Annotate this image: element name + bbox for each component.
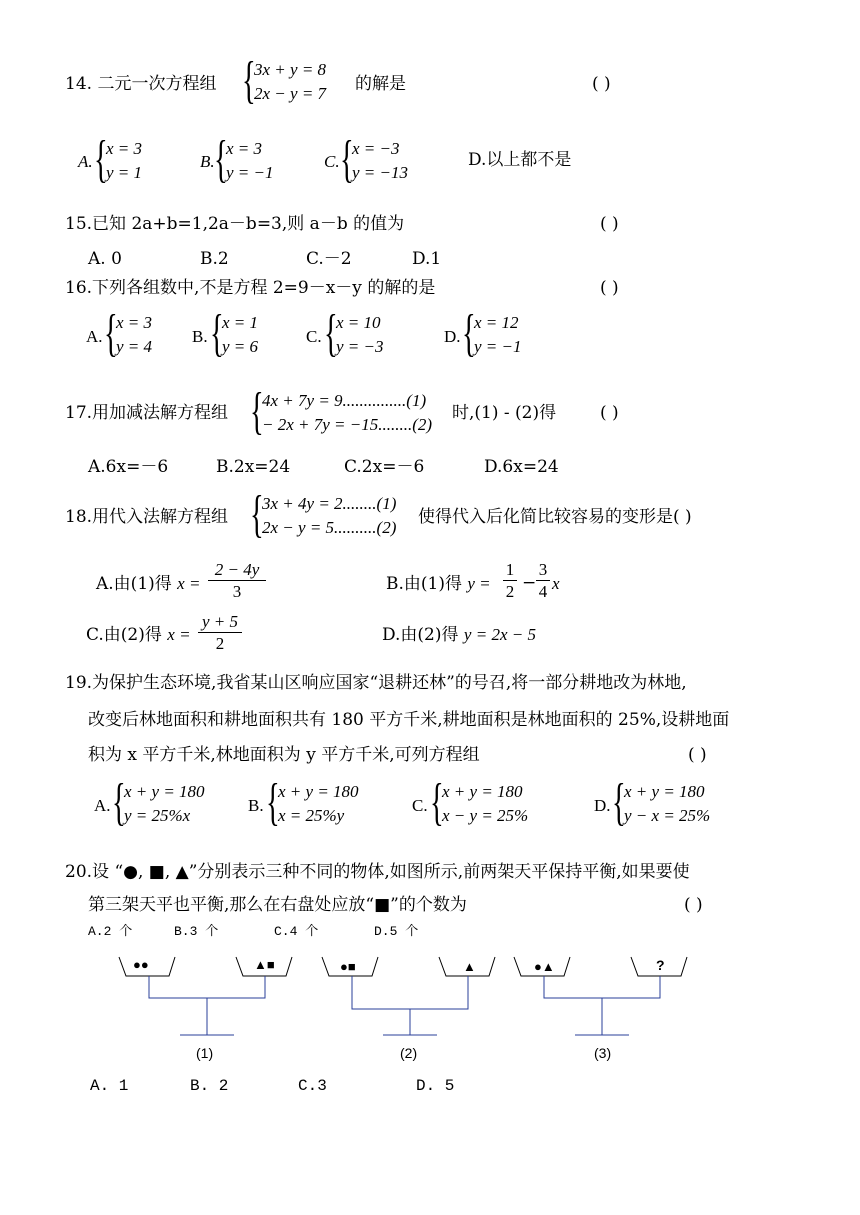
brace-icon: { [430,774,444,831]
brace-icon: { [112,774,126,831]
q17-stem: 17.用加减法解方程组 [65,403,229,423]
brace-icon: { [340,131,354,188]
scale-2-caption: (2) [400,1045,418,1061]
q19-line-1: 19.为保护生态环境,我省某山区响应国家“退耕还林”的号召,将一部分耕地改为林地, [65,673,687,693]
q18-option-c-fraction: y + 5 2 [198,613,242,652]
scale-2-left-content: ●■ [340,959,356,974]
brace-icon: { [266,774,280,831]
brace-icon: { [104,305,118,362]
q14-stem: 14. 二元一次方程组 [65,74,217,94]
beam [352,976,468,1009]
q18-option-a: A.由(1)得 x = [96,574,201,594]
brace-icon: { [462,305,476,362]
q17-answer-paren: ( ) [600,403,619,423]
q20-line-1: 20.设 “●, ■, ▲”分别表示三种不同的物体,如图所示,前两架天平保持平衡,如果要使 [65,862,690,882]
scale-2-right-content: ▲ [463,959,476,974]
scale-1-left-content: ●● [133,957,149,972]
q19-line-3: 积为 x 平方千米,林地面积为 y 平方千米,可列方程组 [88,745,480,765]
q20-option-c: C.3 [298,1077,327,1095]
q20-small-option-b: B.3 个 [174,924,219,939]
q18-stem-tail: 使得代入后化简比较容易的变形是( ) [418,507,692,527]
q20-option-d: D. 5 [416,1077,455,1095]
q18-option-b-tail: x [552,574,560,593]
scale-1-caption: (1) [196,1045,214,1061]
q17-option-b: B.2x=24 [216,457,291,477]
scale-1-right-content: ▲■ [254,957,275,972]
q20-small-option-a: A.2 个 [88,924,133,939]
q18-option-c: C.由(2)得 x = [86,625,191,645]
q17-stem-tail: 时,(1) - (2)得 [452,403,557,423]
q18-stem: 18.用代入法解方程组 [65,507,229,527]
scale-3-right-content: ? [656,957,665,973]
q19-answer-paren: ( ) [688,745,707,765]
q20-small-option-c: C.4 个 [274,924,319,939]
q18-option-b: B.由(1)得 y = [386,574,491,594]
q18-option-b-fraction-1: 1 2 [503,561,517,600]
q20-option-b: B. 2 [190,1077,229,1095]
brace-icon: { [250,486,264,543]
q17-option-c: C.2x=－6 [344,457,425,477]
q15-answer-paren: ( ) [600,214,619,234]
scale-3-left-content: ●▲ [534,959,555,974]
q18-option-b-op: − [522,573,537,593]
beam [544,976,660,998]
balance-figures [0,945,860,1075]
q15-stem: 15.已知 2a+b=1,2a－b=3,则 a－b 的值为 [65,214,405,234]
brace-icon: { [242,52,256,109]
q15-option-c: C.－2 [306,249,352,269]
q20-option-a: A. 1 [90,1077,129,1095]
q20-answer-paren: ( ) [684,895,703,915]
q14-option-d: D.以上都不是 [468,150,572,170]
q15-option-b: B.2 [200,249,229,269]
brace-icon: { [612,774,626,831]
q18-option-d: D.由(2)得 y = 2x − 5 [382,625,536,645]
q17-option-a: A.6x=－6 [88,457,169,477]
brace-icon: { [250,383,264,440]
q18-option-b-fraction-2: 3 4 [536,561,550,600]
q15-option-d: D.1 [412,249,442,269]
q20-line-2: 第三架天平也平衡,那么在右盘处应放“■”的个数为 [88,895,467,915]
beam [149,976,265,998]
q16-answer-paren: ( ) [600,278,619,298]
q14-answer-paren: ( ) [592,74,611,94]
q19-line-2: 改变后林地面积和耕地面积共有 180 平方千米,耕地面积是林地面积的 25%,设耕地面 [88,710,730,730]
q20-small-option-d: D.5 个 [374,924,419,939]
brace-icon: { [214,131,228,188]
q14-stem-tail: 的解是 [355,74,406,94]
scale-3-caption: (3) [594,1045,612,1061]
q16-stem: 16.下列各组数中,不是方程 2=9－x－y 的解的是 [65,278,436,298]
brace-icon: { [94,131,108,188]
q18-option-a-fraction: 2 − 4y 3 [208,561,266,600]
brace-icon: { [324,305,338,362]
brace-icon: { [210,305,224,362]
q17-option-d: D.6x=24 [484,457,559,477]
q15-option-a: A. 0 [88,249,122,269]
